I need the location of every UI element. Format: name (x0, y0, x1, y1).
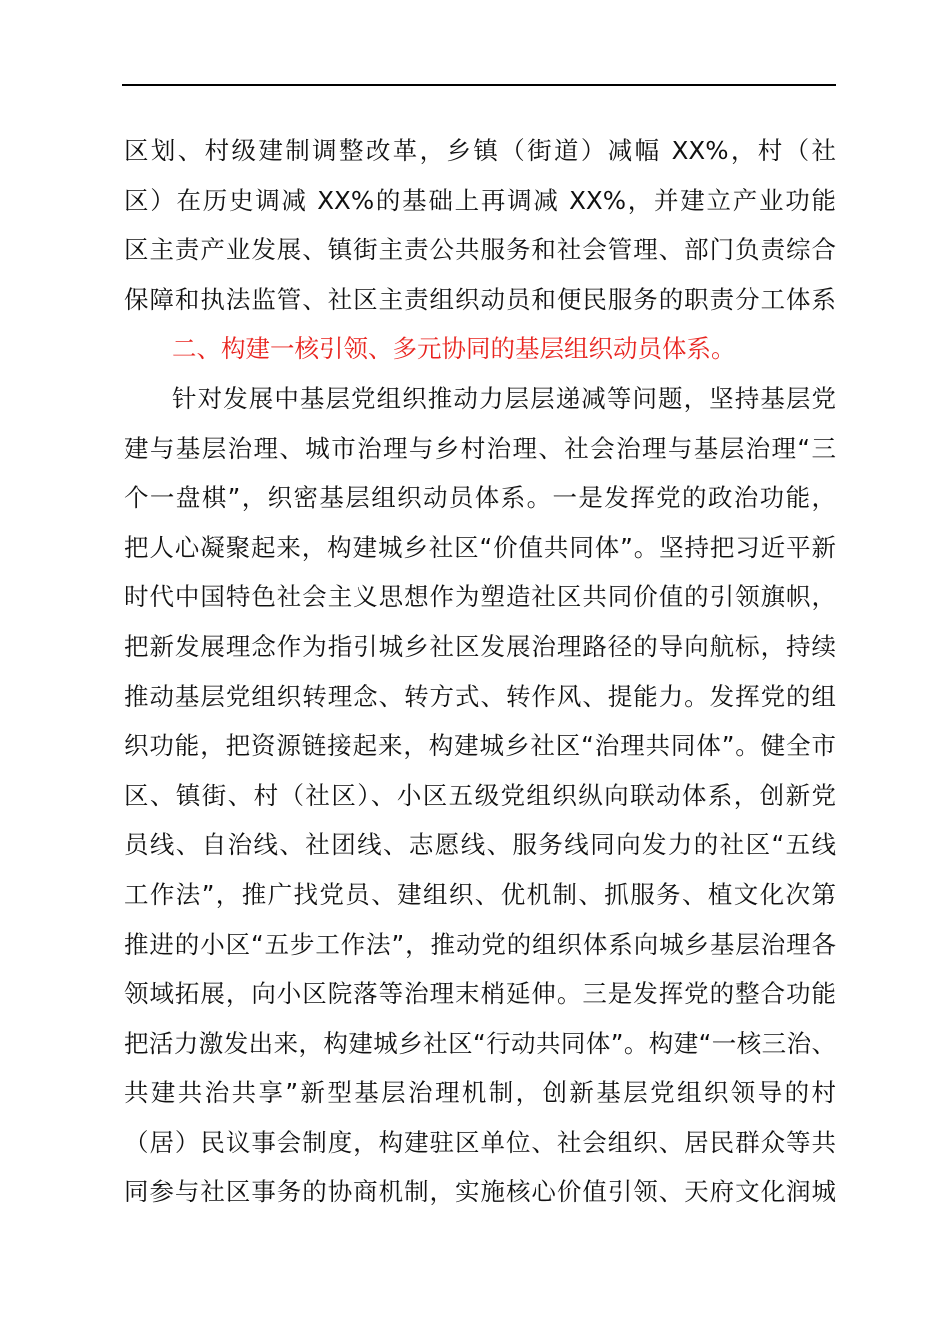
text-line: 推动基层党组织转理念、转方式、转作风、提能力。发挥党的组 (124, 681, 836, 711)
text-line: 员线、自治线、社团线、志愿线、服务线同向发力的社区“五线 (124, 830, 836, 860)
text-line: 区、镇街、村（社区）、小区五级党组织纵向联动体系，创新党 (124, 780, 836, 810)
text-line: 把新发展理念作为指引城乡社区发展治理路径的导向航标，持续 (124, 631, 836, 661)
text-line: 针对发展中基层党组织推动力层层递减等问题，坚持基层党 (172, 383, 836, 413)
text-line: 领域拓展，向小区院落等治理末梢延伸。三是发挥党的整合功能 (124, 979, 836, 1009)
text-line: 把人心凝聚起来，构建城乡社区“价值共同体”。坚持把习近平新 (124, 532, 836, 562)
text-line: 保障和执法监管、社区主责组织动员和便民服务的职责分工体系 (124, 284, 836, 314)
text-line: （居）民议事会制度，构建驻区单位、社会组织、居民群众等共 (124, 1127, 836, 1157)
section-heading: 二、构建一核引领、多元协同的基层组织动员体系。 (172, 334, 736, 364)
text-line: 推进的小区“五步工作法”，推动党的组织体系向城乡基层治理各 (124, 929, 836, 959)
text-line: 区主责产业发展、镇街主责公共服务和社会管理、部门负责综合 (124, 235, 836, 265)
text-line: 织功能，把资源链接起来，构建城乡社区“治理共同体”。健全市 (124, 731, 836, 761)
text-line: 同参与社区事务的协商机制，实施核心价值引领、天府文化润城 (124, 1177, 836, 1207)
text-line: 区）在历史调减 XX%的基础上再调减 XX%，并建立产业功能 (124, 185, 836, 215)
text-line: 个一盘棋”，织密基层组织动员体系。一是发挥党的政治功能， (124, 483, 836, 513)
text-line: 工作法”，推广找党员、建组织、优机制、抓服务、植文化次第 (124, 879, 836, 909)
text-line: 把活力激发出来，构建城乡社区“行动共同体”。构建“一核三治、 (124, 1028, 836, 1058)
text-line: 区划、村级建制调整改革，乡镇（街道）减幅 XX%，村（社 (124, 136, 836, 165)
header-rule (122, 84, 836, 86)
text-line: 共建共治共享”新型基层治理机制，创新基层党组织领导的村 (124, 1078, 836, 1108)
text-line: 建与基层治理、城市治理与乡村治理、社会治理与基层治理“三 (124, 433, 836, 463)
body-text (124, 126, 836, 1217)
text-line: 时代中国特色社会主义思想作为塑造社区共同价值的引领旗帜， (124, 582, 836, 612)
